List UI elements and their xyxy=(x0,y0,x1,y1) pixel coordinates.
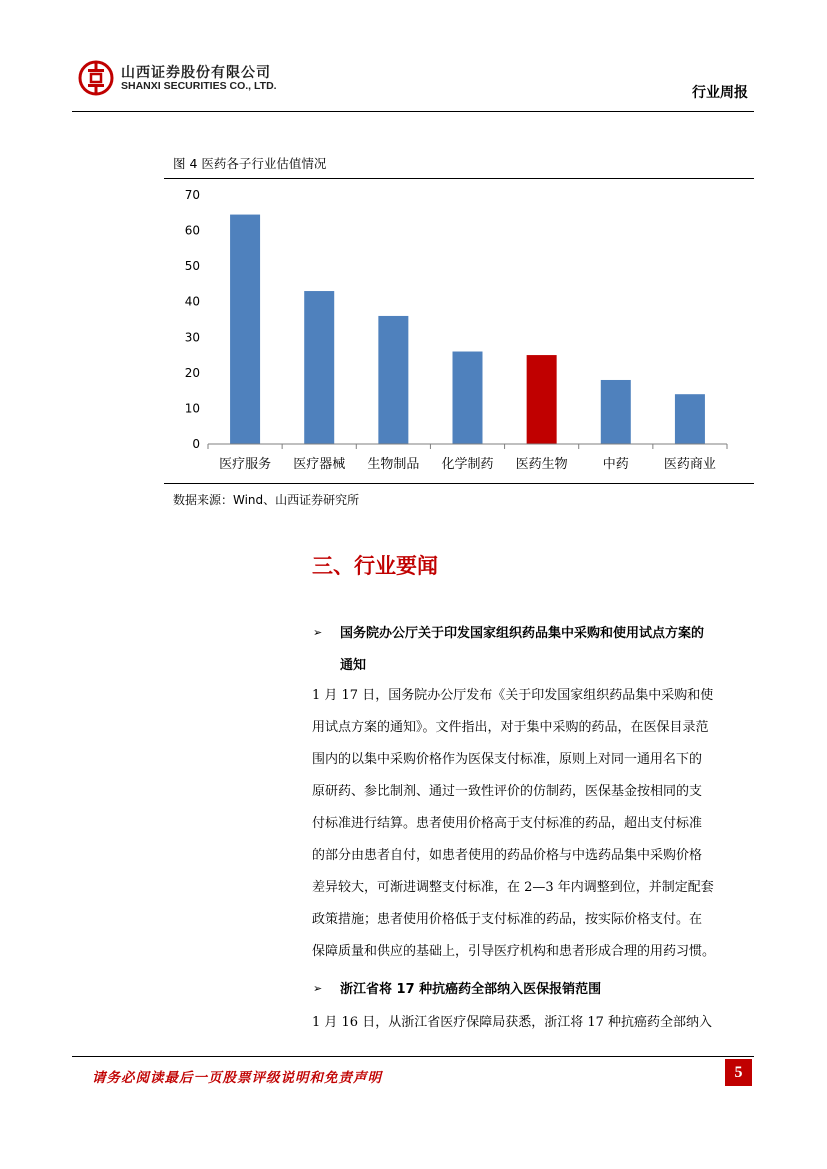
y-tick-label: 50 xyxy=(184,259,200,274)
x-tick-label: 医药生物 xyxy=(515,457,568,472)
bar xyxy=(304,291,334,444)
x-tick-label: 生物制品 xyxy=(367,457,420,472)
y-tick-label: 70 xyxy=(184,188,200,202)
figure-source: 数据来源：Wind、山西证券研究所 xyxy=(173,493,360,507)
bar xyxy=(675,394,705,444)
news-paragraph xyxy=(312,680,715,968)
news-headline-line: 浙江省将 17 种抗癌药全部纳入医保报销范围 xyxy=(340,982,602,997)
figure-title: 图 4 医药各子行业估值情况 xyxy=(173,156,327,171)
company-name-en: SHANXI SECURITIES CO., LTD. xyxy=(121,80,277,92)
y-tick-label: 30 xyxy=(184,330,200,345)
paragraph-line: 原研药、参比制剂、通过一致性评价的仿制药，医保基金按相同的支 xyxy=(312,784,703,799)
y-tick-label: 20 xyxy=(184,365,200,380)
paragraph-line: 付标准进行结算。患者使用价格高于支付标准的药品，超出支付标准 xyxy=(312,816,703,831)
page-number: 5 xyxy=(725,1059,752,1086)
shanxi-securities-logo-icon xyxy=(78,60,114,96)
bar xyxy=(527,355,557,444)
company-name-cn: 山西证券股份有限公司 xyxy=(121,65,271,81)
y-tick-label: 40 xyxy=(184,294,200,309)
paragraph-line: 政策措施；患者使用价格低于支付标准的药品，按实际价格支付。在 xyxy=(312,912,703,927)
paragraph-line: 差异较大，可渐进调整支付标准，在 2—3 年内调整到位，并制定配套 xyxy=(312,880,714,895)
paragraph-line: 保障质量和供应的基础上，引导医疗机构和患者形成合理的用药习惯。 xyxy=(312,944,716,959)
figure-bottom-rule xyxy=(164,483,754,484)
paragraph-line: 1 月 16 日，从浙江省医疗保障局获悉，浙江将 17 种抗癌药全部纳入 xyxy=(312,1015,713,1030)
news-headline-line: 国务院办公厅关于印发国家组织药品集中采购和使用试点方案的 xyxy=(340,626,705,641)
x-tick-label: 医疗服务 xyxy=(219,457,272,472)
news-headline-line: 通知 xyxy=(340,658,367,673)
bar xyxy=(453,352,483,444)
bar xyxy=(378,316,408,444)
news-headline xyxy=(340,978,601,997)
y-tick-label: 60 xyxy=(184,223,200,238)
arrow-bullet-icon: ➢ xyxy=(313,626,323,639)
y-tick-label: 0 xyxy=(192,437,200,451)
x-tick-label: 医疗器械 xyxy=(293,457,346,472)
valuation-bar-chart xyxy=(164,180,754,482)
section-title: 三、行业要闻 xyxy=(312,554,438,578)
bar xyxy=(601,380,631,444)
paragraph-line: 用试点方案的通知》。文件指出，对于集中采购的药品，在医保目录范 xyxy=(312,720,709,735)
y-tick-label: 10 xyxy=(184,401,200,416)
x-tick-label: 医药商业 xyxy=(663,457,716,472)
paragraph-line: 的部分由患者自付，如患者使用的药品价格与中选药品集中采购价格 xyxy=(312,848,703,863)
disclaimer-note: 请务必阅读最后一页股票评级说明和免责声明 xyxy=(92,1070,382,1086)
arrow-bullet-icon: ➢ xyxy=(313,982,323,995)
news-paragraph xyxy=(312,1007,712,1039)
x-tick-label: 中药 xyxy=(602,457,629,472)
news-headline xyxy=(340,622,704,686)
header-divider xyxy=(72,111,754,112)
bar xyxy=(230,215,260,444)
x-tick-label: 化学制药 xyxy=(441,457,494,472)
report-type: 行业周报 xyxy=(692,85,748,101)
paragraph-line: 围内的以集中采购价格作为医保支付标准，原则上对同一通用名下的 xyxy=(312,752,703,767)
paragraph-line: 1 月 17 日，国务院办公厅发布《关于印发国家组织药品集中采购和使 xyxy=(312,688,714,703)
footer-divider xyxy=(72,1056,754,1057)
figure-top-rule xyxy=(164,178,754,179)
